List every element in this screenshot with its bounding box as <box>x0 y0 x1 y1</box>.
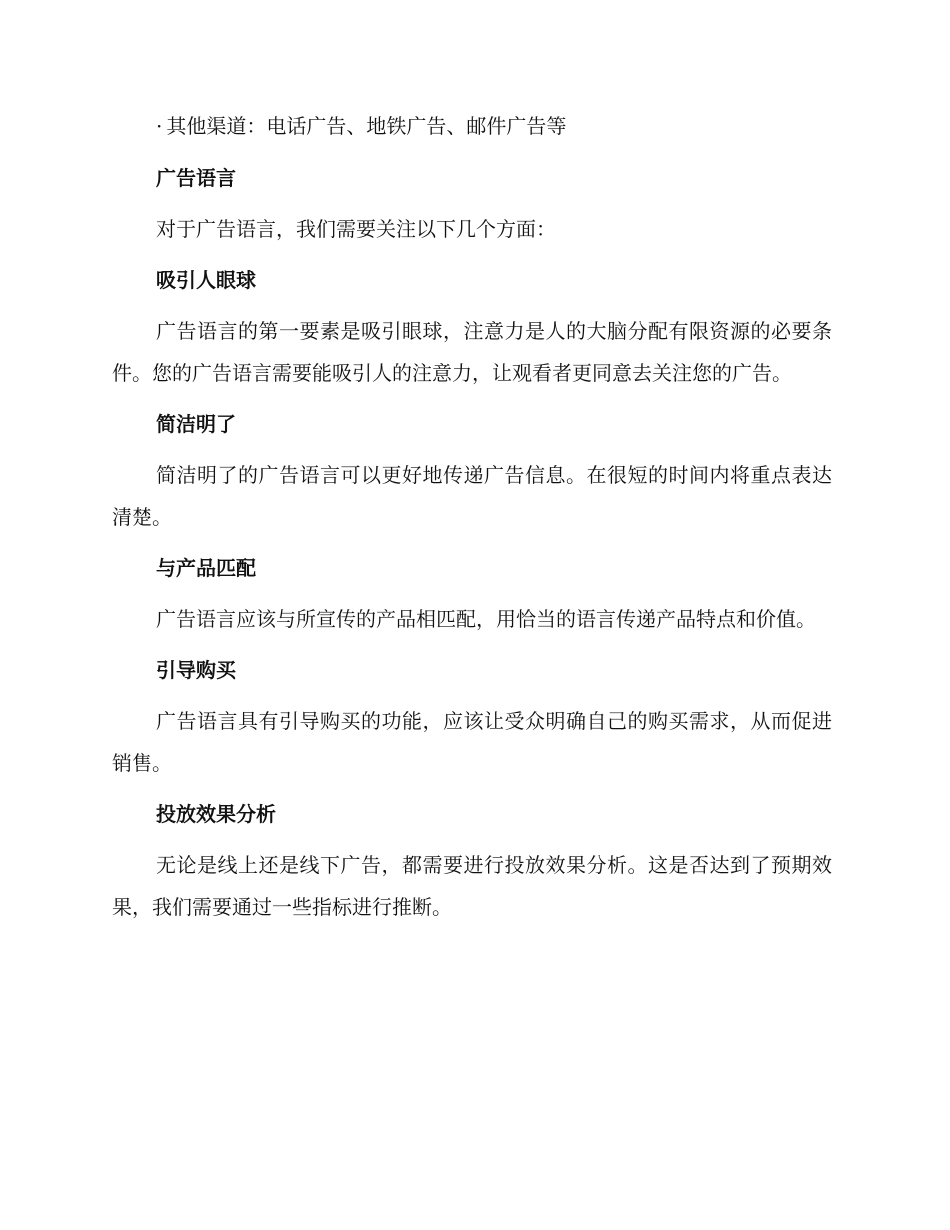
section-heading: 引导购买 <box>156 658 236 682</box>
bullet-item <box>156 104 832 148</box>
bullet-dot: · <box>156 114 163 138</box>
section-heading: 投放效果分析 <box>156 802 276 826</box>
bullet-text: 其他渠道：电话广告、地铁广告、邮件广告等 <box>166 114 567 138</box>
paragraph: 广告语言的第一要素是吸引眼球，注意力是人的大脑分配有限资源的必要条件。您的广告语言需要能吸引人的注意力，让观看者更同意去关注您的广告。 <box>112 319 832 385</box>
paragraph: 广告语言具有引导购买的功能，应该让受众明确自己的购买需求，从而促进销售。 <box>112 709 832 775</box>
section-heading: 广告语言 <box>156 166 236 190</box>
section-heading: 吸引人眼球 <box>156 268 256 292</box>
paragraph: 广告语言应该与所宣传的产品相匹配，用恰当的语言传递产品特点和价值。 <box>156 607 816 631</box>
paragraph: 对于广告语言，我们需要关注以下几个方面： <box>156 217 556 241</box>
section-heading: 与产品匹配 <box>156 556 256 580</box>
document-page <box>112 104 832 936</box>
paragraph: 无论是线上还是线下广告，都需要进行投放效果分析。这是否达到了预期效果，我们需要通过一些指标进行推断。 <box>112 853 832 919</box>
section-heading: 简洁明了 <box>156 412 236 436</box>
paragraph: 简洁明了的广告语言可以更好地传递广告信息。在很短的时间内将重点表达清楚。 <box>112 463 832 529</box>
